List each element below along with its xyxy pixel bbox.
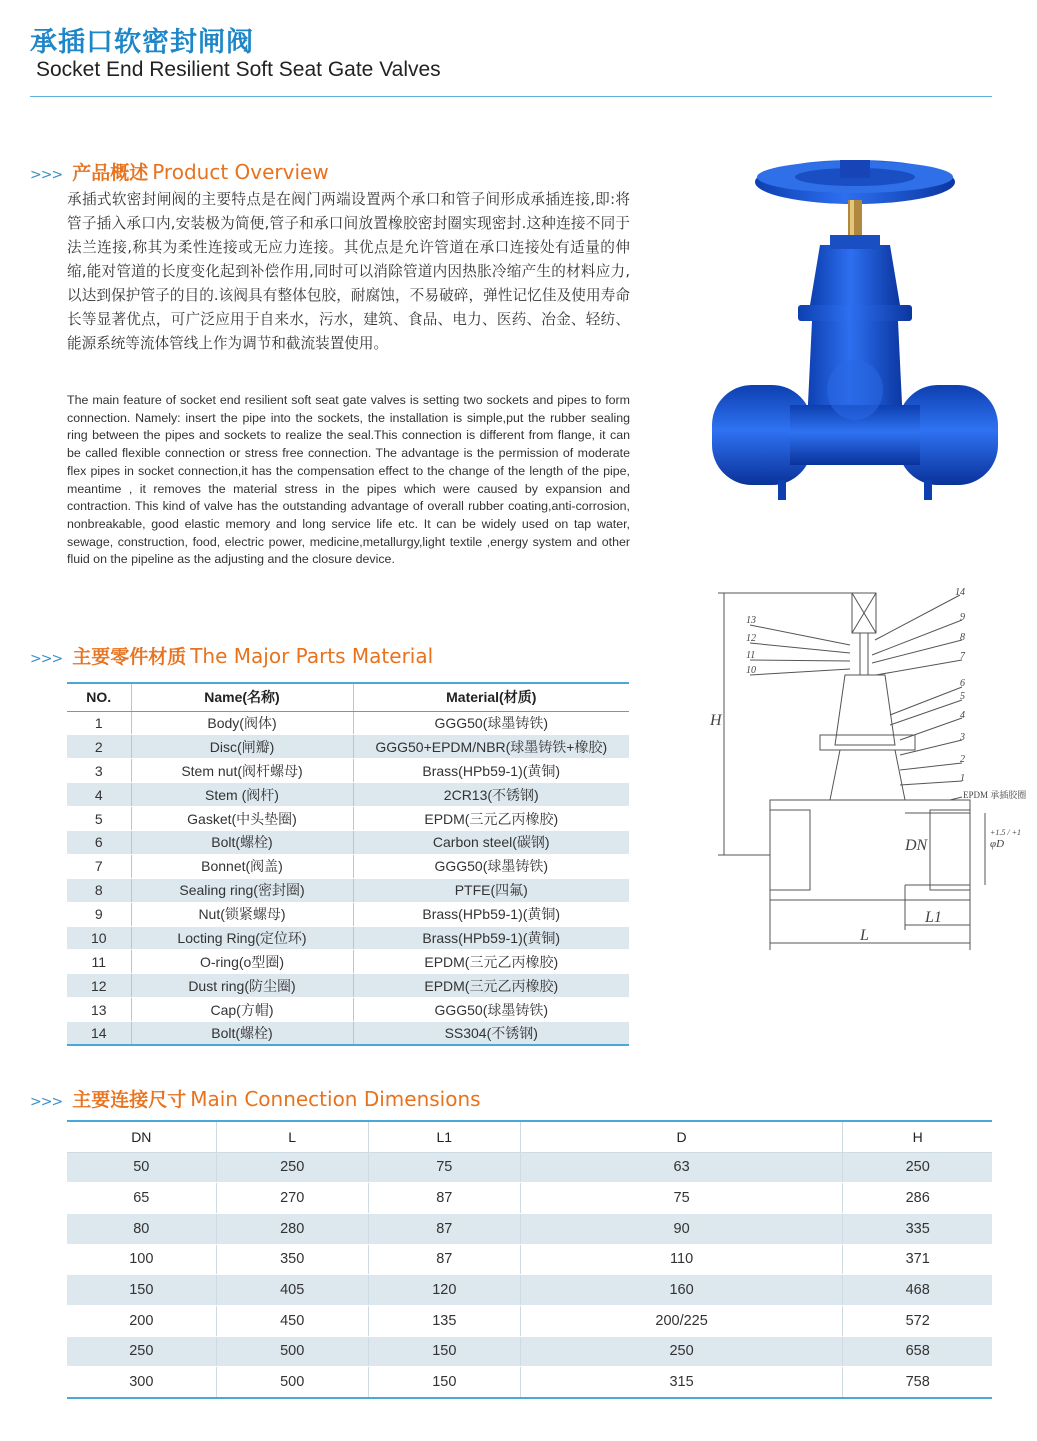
- cell-material: EPDM(三元乙丙橡胶): [353, 950, 629, 974]
- cell-dn: 100: [67, 1244, 216, 1275]
- callout-2: 2: [960, 754, 965, 765]
- cell-l: 270: [216, 1183, 368, 1214]
- cell-material: EPDM(三元乙丙橡胶): [353, 807, 629, 831]
- cell-dn: 65: [67, 1183, 216, 1214]
- callout-6: 6: [960, 678, 965, 689]
- cell-l1: 75: [368, 1152, 520, 1183]
- cell-name: Sealing ring(密封圈): [131, 878, 353, 902]
- cell-material: PTFE(四氟): [353, 878, 629, 902]
- cell-dn: 80: [67, 1213, 216, 1244]
- parts-heading-cn: 主要零件材质: [72, 646, 187, 668]
- table-row: [67, 878, 629, 902]
- cell-no: 11: [67, 950, 131, 974]
- cell-h: 335: [843, 1213, 992, 1244]
- table-row: [67, 1022, 629, 1046]
- table-row: [67, 1305, 992, 1336]
- col-no: NO.: [67, 683, 131, 711]
- table-row: [67, 830, 629, 854]
- table-row: [67, 854, 629, 878]
- cell-d: 250: [520, 1336, 842, 1367]
- cell-h: 572: [843, 1305, 992, 1336]
- callout-10: 10: [746, 665, 756, 676]
- table-row: [67, 1336, 992, 1367]
- dim-dn-label: DN: [905, 837, 928, 854]
- cell-d: 90: [520, 1213, 842, 1244]
- cell-l1: 135: [368, 1305, 520, 1336]
- dim-h-label: H: [710, 712, 722, 729]
- cell-h: 250: [843, 1152, 992, 1183]
- header-rule: [30, 96, 992, 97]
- cell-no: 4: [67, 783, 131, 807]
- parts-header-row: [67, 683, 629, 711]
- cell-l: 280: [216, 1213, 368, 1244]
- section-arrows-icon: >>>: [30, 167, 63, 183]
- section-arrows-icon: >>>: [30, 651, 63, 667]
- table-row: [67, 1152, 992, 1183]
- cell-l: 500: [216, 1367, 368, 1398]
- col-name: Name(名称): [131, 683, 353, 711]
- cell-l: 250: [216, 1152, 368, 1183]
- callout-14: 14: [955, 587, 965, 598]
- cell-no: 12: [67, 974, 131, 998]
- cell-name: Gasket(中头垫圈): [131, 807, 353, 831]
- dim-l-label: L: [860, 927, 869, 944]
- cell-no: 7: [67, 854, 131, 878]
- section-arrows-icon: >>>: [30, 1094, 63, 1110]
- cell-material: GGG50+EPDM/NBR(球墨铸铁+橡胶): [353, 735, 629, 759]
- cell-no: 6: [67, 830, 131, 854]
- cell-name: Stem (阀杆): [131, 783, 353, 807]
- table-row: [67, 1244, 992, 1275]
- cell-dn: 200: [67, 1305, 216, 1336]
- col-d: D: [520, 1121, 842, 1152]
- cell-name: Cap(方帽): [131, 998, 353, 1022]
- overview-text-cn: 承插式软密封闸阀的主要特点是在阀门两端设置两个承口和管子间形成承插连接,即:将管子插入承口内,安装极为简便,管子和承口间放置橡胶密封圈实现密封.这种连接不同于法兰连接,称其为柔性连接或无应力连接。其优点是允许管道在承口连接处有适量的伸缩,能对管道的长度变化起到补偿作用,同时可以消除管道内因热胀冷缩产生的材料应力,以达到保护管子的目的.该阀具有整体包胶，耐腐蚀，不易破碎，弹性记忆佳及使用寿命长等显著优点，可广泛应用于自来水，污水，建筑、食品、电力、医药、冶金、轻纺、能源系统等流体管线上作为调节和截流装置使用。: [67, 191, 630, 352]
- table-row: [67, 711, 629, 735]
- table-row: [67, 950, 629, 974]
- dim-d-label: φD: [990, 838, 1005, 850]
- cell-material: GGG50(球墨铸铁): [353, 854, 629, 878]
- cell-name: O-ring(o型圈): [131, 950, 353, 974]
- table-row: [67, 998, 629, 1022]
- cell-no: 10: [67, 926, 131, 950]
- callout-1: 1: [960, 773, 965, 784]
- dim-l1-label: L1: [925, 909, 942, 926]
- dimensions-table: [67, 1120, 992, 1399]
- cell-l: 500: [216, 1336, 368, 1367]
- table-row: [67, 1213, 992, 1244]
- dimensions-heading-en: Main Connection Dimensions: [190, 1087, 481, 1111]
- dimensions-heading-cn: 主要连接尺寸: [72, 1089, 187, 1111]
- parts-heading: [30, 642, 433, 669]
- technical-drawing: [700, 585, 1037, 960]
- cell-material: Brass(HPb59-1)(黄铜): [353, 759, 629, 783]
- table-row: [67, 807, 629, 831]
- cell-name: Bolt(螺栓): [131, 830, 353, 854]
- cell-dn: 150: [67, 1275, 216, 1306]
- col-h: H: [843, 1121, 992, 1152]
- cell-material: Carbon steel(碳钢): [353, 830, 629, 854]
- cell-d: 160: [520, 1275, 842, 1306]
- overview-heading-en: Product Overview: [152, 160, 329, 184]
- callout-11: 11: [746, 650, 756, 661]
- callout-9: 9: [960, 612, 965, 623]
- table-row: [67, 735, 629, 759]
- cell-dn: 50: [67, 1152, 216, 1183]
- cell-d: 200/225: [520, 1305, 842, 1336]
- dim-tolerance-label: +1.5 / +1: [990, 828, 1022, 837]
- table-row: [67, 759, 629, 783]
- cell-l1: 150: [368, 1336, 520, 1367]
- cell-name: Bolt(螺栓): [131, 1022, 353, 1046]
- cell-no: 13: [67, 998, 131, 1022]
- cell-no: 1: [67, 711, 131, 735]
- parts-table: [67, 682, 629, 1046]
- overview-text-en: The main feature of socket end resilient soft seat gate valves is setting two sockets and pipes to form connection. Namely: insert the pipe into the sockets, the installation is simple,put the rubber sealing ring between the pipes and sockets to realize the seal.This connection is different from flange, it can be called flexible connection or stress free connection. The advantage is the permission of moderate flex pipes in socket connection,it has the compensation effect to the change of the length of the pipe, meantime , it removes the material stress in the pipes which were caused by expansion and contraction. This kind of valve has the outstanding advantage of overall rubber coating,anti-corrosion, nonbreakable, good elastic memory and long service life etc. It can be widely used on tap water, sewage, construction, food, electric power, medicine,metallurgy,light textile ,energy system and other fluid on the pipeline as the adjusting and the closure device.: [67, 393, 630, 567]
- callout-7: 7: [960, 651, 965, 662]
- cell-d: 315: [520, 1367, 842, 1398]
- cell-d: 75: [520, 1183, 842, 1214]
- parts-heading-en: The Major Parts Material: [190, 644, 434, 668]
- cell-material: Brass(HPb59-1)(黄铜): [353, 926, 629, 950]
- cell-material: 2CR13(不锈钢): [353, 783, 629, 807]
- col-l: L: [216, 1121, 368, 1152]
- cell-l1: 87: [368, 1183, 520, 1214]
- overview-heading-cn: 产品概述: [72, 162, 149, 184]
- callout-3: 3: [960, 732, 965, 743]
- cell-no: 9: [67, 902, 131, 926]
- cell-no: 5: [67, 807, 131, 831]
- dimensions-heading: [30, 1085, 481, 1112]
- cell-dn: 300: [67, 1367, 216, 1398]
- cell-l1: 120: [368, 1275, 520, 1306]
- table-row: [67, 974, 629, 998]
- cell-name: Disc(闸瓣): [131, 735, 353, 759]
- table-row: [67, 1367, 992, 1398]
- callout-4: 4: [960, 710, 965, 721]
- col-dn: DN: [67, 1121, 216, 1152]
- col-material: Material(材质): [353, 683, 629, 711]
- cell-d: 63: [520, 1152, 842, 1183]
- callout-5: 5: [960, 691, 965, 702]
- table-row: [67, 902, 629, 926]
- cell-name: Dust ring(防尘圈): [131, 974, 353, 998]
- cell-l: 405: [216, 1275, 368, 1306]
- callout-12: 12: [746, 633, 756, 644]
- page-title-en: Socket End Resilient Soft Seat Gate Valves: [36, 58, 441, 81]
- cell-no: 2: [67, 735, 131, 759]
- col-l1: L1: [368, 1121, 520, 1152]
- cell-name: Locting Ring(定位环): [131, 926, 353, 950]
- cell-h: 286: [843, 1183, 992, 1214]
- cell-material: GGG50(球墨铸铁): [353, 998, 629, 1022]
- callout-13: 13: [746, 615, 756, 626]
- cell-name: Bonnet(阀盖): [131, 854, 353, 878]
- callout-8: 8: [960, 632, 965, 643]
- cell-l1: 87: [368, 1213, 520, 1244]
- cell-material: Brass(HPb59-1)(黄铜): [353, 902, 629, 926]
- cell-no: 3: [67, 759, 131, 783]
- cell-name: Nut(锁紧螺母): [131, 902, 353, 926]
- cell-l1: 150: [368, 1367, 520, 1398]
- cell-material: GGG50(球墨铸铁): [353, 711, 629, 735]
- cell-h: 468: [843, 1275, 992, 1306]
- cell-material: EPDM(三元乙丙橡胶): [353, 974, 629, 998]
- cell-name: Body(阀体): [131, 711, 353, 735]
- table-row: [67, 926, 629, 950]
- cell-no: 14: [67, 1022, 131, 1046]
- cell-material: SS304(不锈钢): [353, 1022, 629, 1046]
- cell-l1: 87: [368, 1244, 520, 1275]
- dimensions-header-row: [67, 1121, 992, 1152]
- epdm-label: EPDM 承插胶圈: [963, 790, 1027, 800]
- cell-h: 758: [843, 1367, 992, 1398]
- cell-h: 658: [843, 1336, 992, 1367]
- overview-heading: [30, 158, 329, 185]
- table-row: [67, 1275, 992, 1306]
- page-title-cn: 承插口软密封闸阀: [30, 27, 254, 58]
- cell-l: 450: [216, 1305, 368, 1336]
- cell-no: 8: [67, 878, 131, 902]
- cell-h: 371: [843, 1244, 992, 1275]
- valve-photo: [700, 155, 1010, 500]
- cell-d: 110: [520, 1244, 842, 1275]
- cell-l: 350: [216, 1244, 368, 1275]
- cell-dn: 250: [67, 1336, 216, 1367]
- table-row: [67, 1183, 992, 1214]
- cell-name: Stem nut(阀杆螺母): [131, 759, 353, 783]
- table-row: [67, 783, 629, 807]
